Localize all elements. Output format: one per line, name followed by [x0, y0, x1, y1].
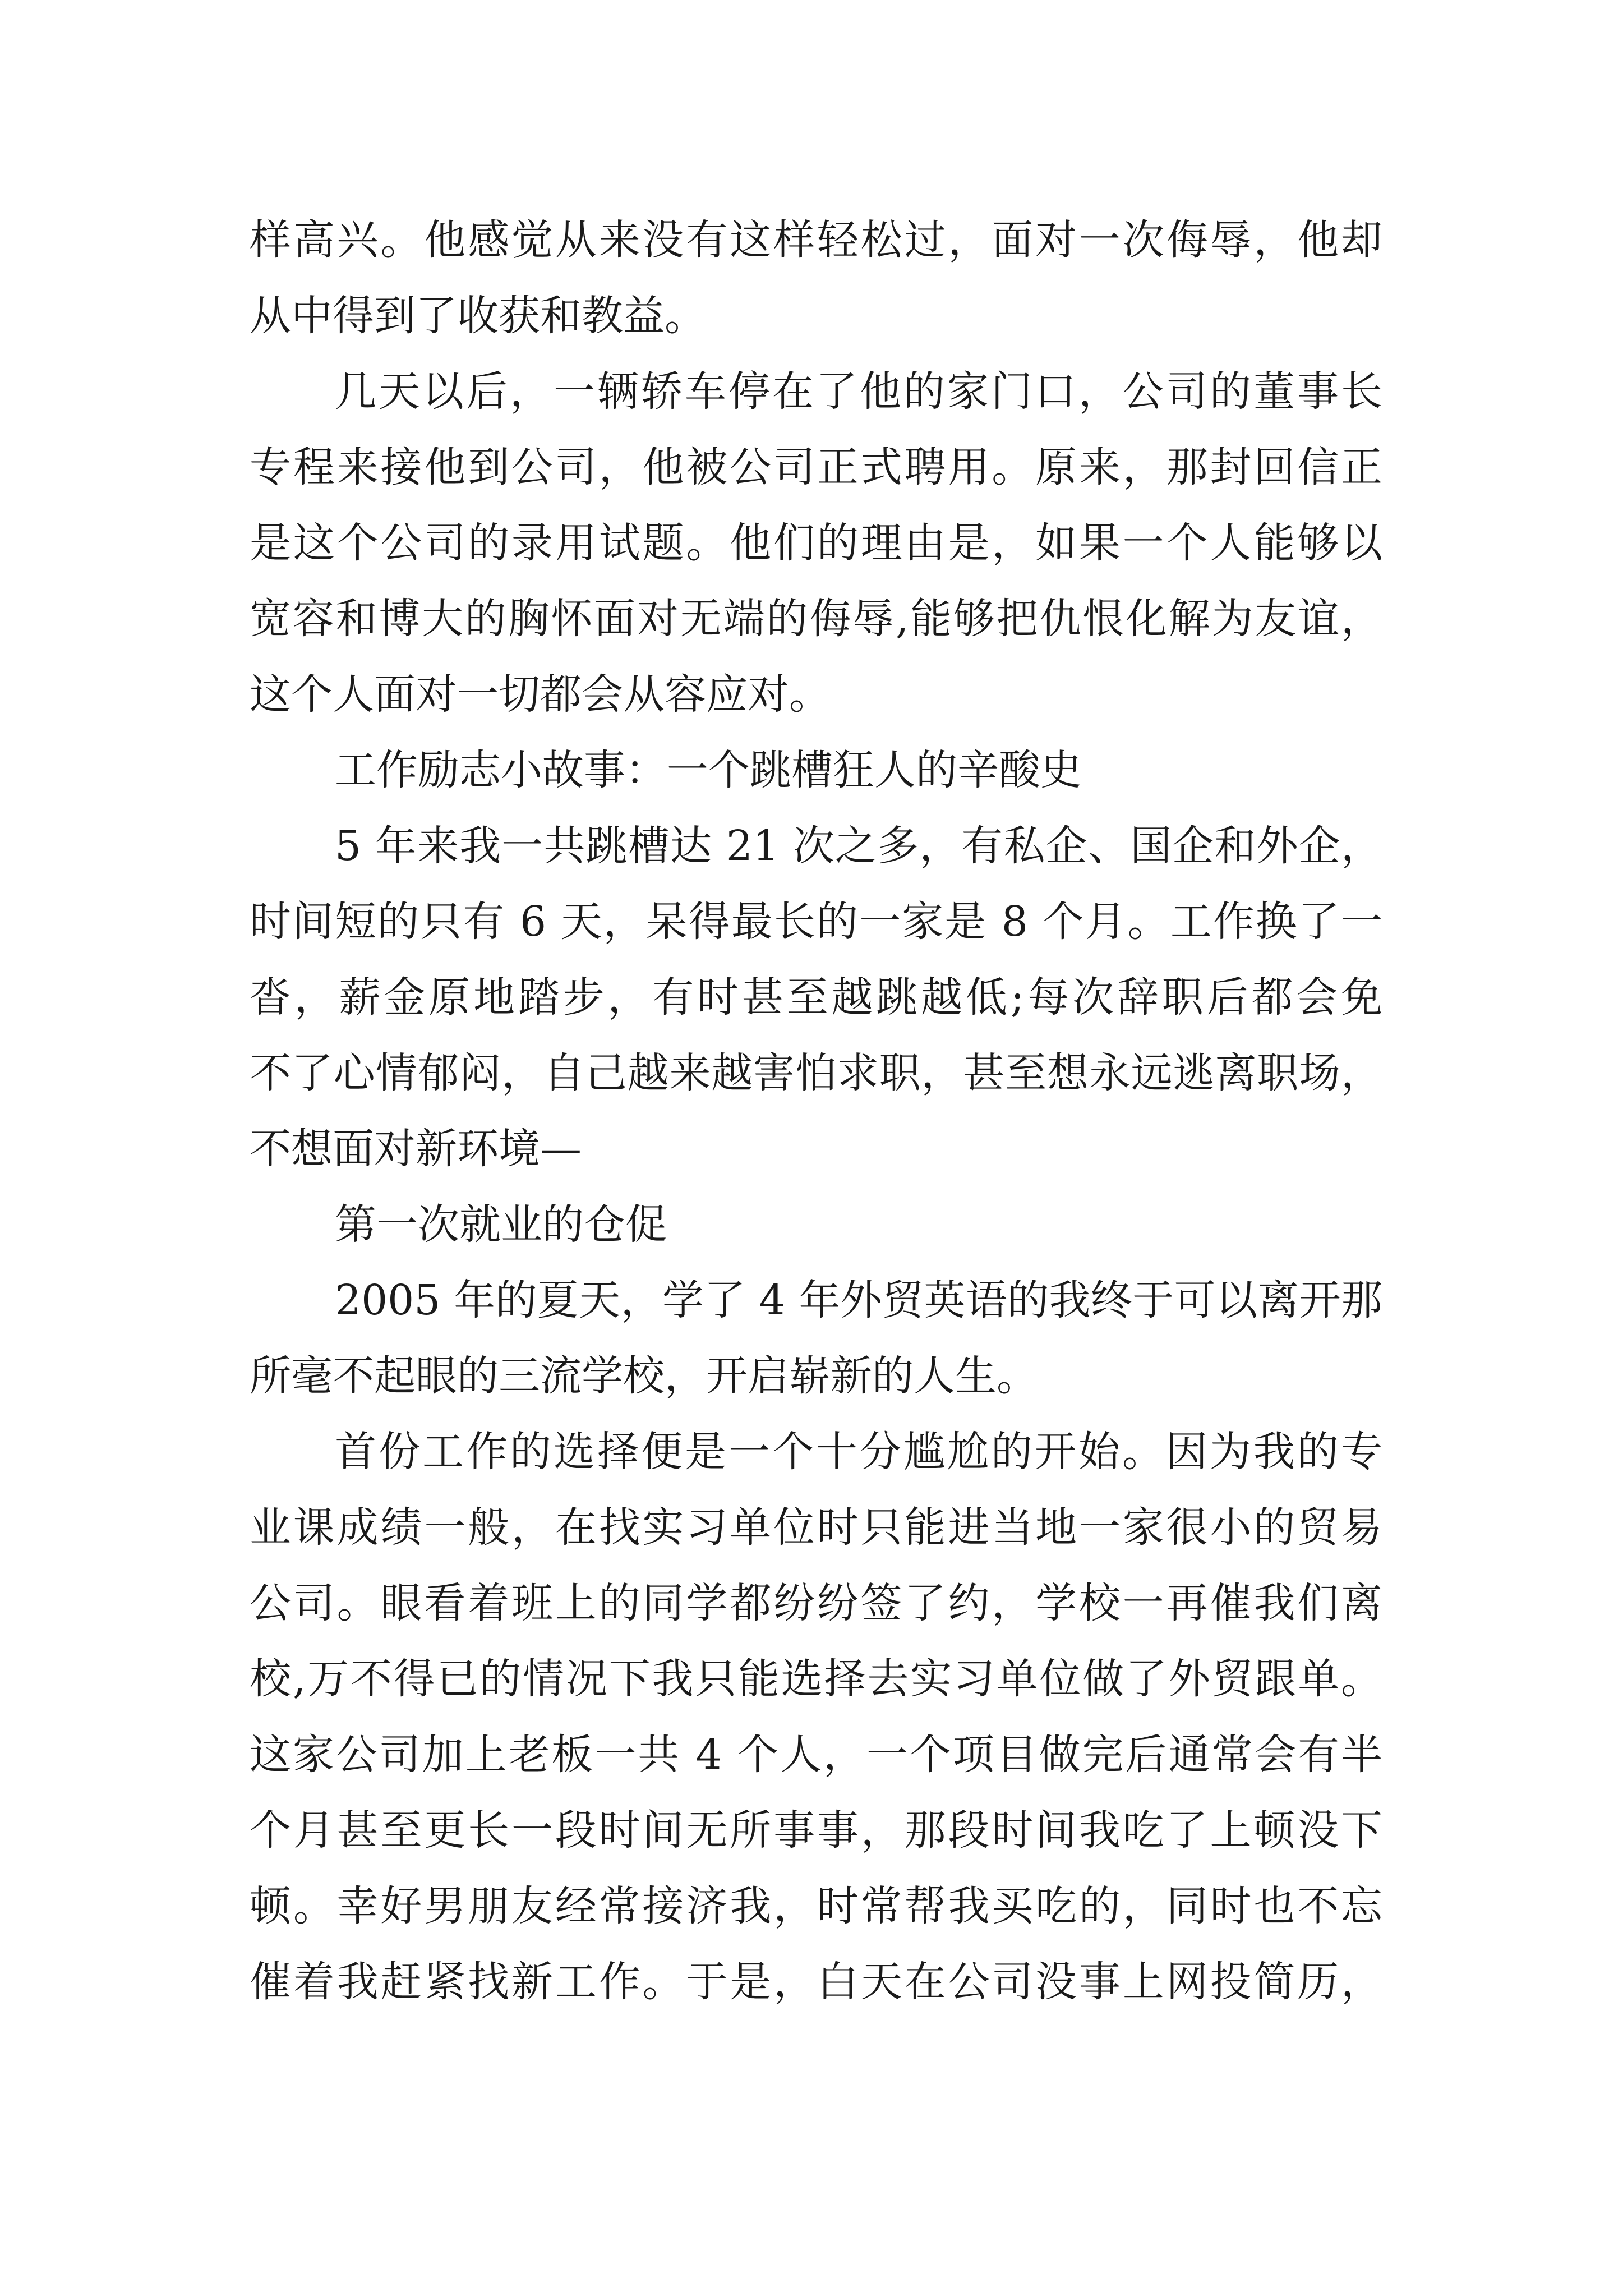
- body-text-line: 首份工作的选择便是一个十分尴尬的开始。因为我的专: [335, 1428, 1382, 1476]
- body-text-line: 催着我赶紧找新工作。于是，白天在公司没事上网投简历，: [250, 1958, 1382, 2006]
- subsection-heading: 第一次就业的仓促: [335, 1200, 667, 1249]
- body-text-line: 时间短的只有 6 天，呆得最长的一家是 8 个月。工作换了一: [250, 898, 1382, 946]
- body-text-line: 沓，薪金原地踏步，有时甚至越跳越低;每次辞职后都会免: [250, 973, 1382, 1022]
- body-text-line: 几天以后，一辆轿车停在了他的家门口，公司的董事长: [335, 367, 1382, 416]
- body-text-line: 业课成绩一般，在找实习单位时只能进当地一家很小的贸易: [250, 1503, 1382, 1552]
- body-text-line: 5 年来我一共跳槽达 21 次之多，有私企、国企和外企，: [335, 822, 1382, 870]
- body-text-line: 不想面对新环境—: [250, 1125, 582, 1173]
- body-text-line: 从中得到了收获和教益。: [250, 292, 706, 340]
- body-text-line: 样高兴。他感觉从来没有这样轻松过，面对一次侮辱，他却: [250, 216, 1382, 264]
- section-heading: 工作励志小故事：一个跳槽狂人的辛酸史: [335, 746, 1082, 794]
- body-text-line: 宽容和博大的胸怀面对无端的侮辱,能够把仇恨化解为友谊，: [250, 595, 1382, 643]
- body-text-line: 顿。幸好男朋友经常接济我，时常帮我买吃的，同时也不忘: [250, 1882, 1382, 1930]
- body-text-line: 2005 年的夏天，学了 4 年外贸英语的我终于可以离开那: [335, 1276, 1382, 1324]
- body-text-line: 个月甚至更长一段时间无所事事，那段时间我吃了上顿没下: [250, 1806, 1382, 1855]
- body-text-line: 专程来接他到公司，他被公司正式聘用。原来，那封回信正: [250, 443, 1382, 491]
- body-text-line: 公司。眼看着班上的同学都纷纷签了约，学校一再催我们离: [250, 1579, 1382, 1627]
- body-text-line: 所毫不起眼的三流学校，开启崭新的人生。: [250, 1352, 1038, 1400]
- body-text-line: 这个人面对一切都会从容应对。: [250, 670, 831, 719]
- body-text-line: 校,万不得已的情况下我只能选择去实习单位做了外贸跟单。: [250, 1655, 1382, 1703]
- body-text-line: 这家公司加上老板一共 4 个人，一个项目做完后通常会有半: [250, 1731, 1382, 1779]
- body-text-line: 是这个公司的录用试题。他们的理由是，如果一个人能够以: [250, 519, 1382, 567]
- body-text-line: 不了心情郁闷，自己越来越害怕求职，甚至想永远逃离职场，: [250, 1049, 1382, 1097]
